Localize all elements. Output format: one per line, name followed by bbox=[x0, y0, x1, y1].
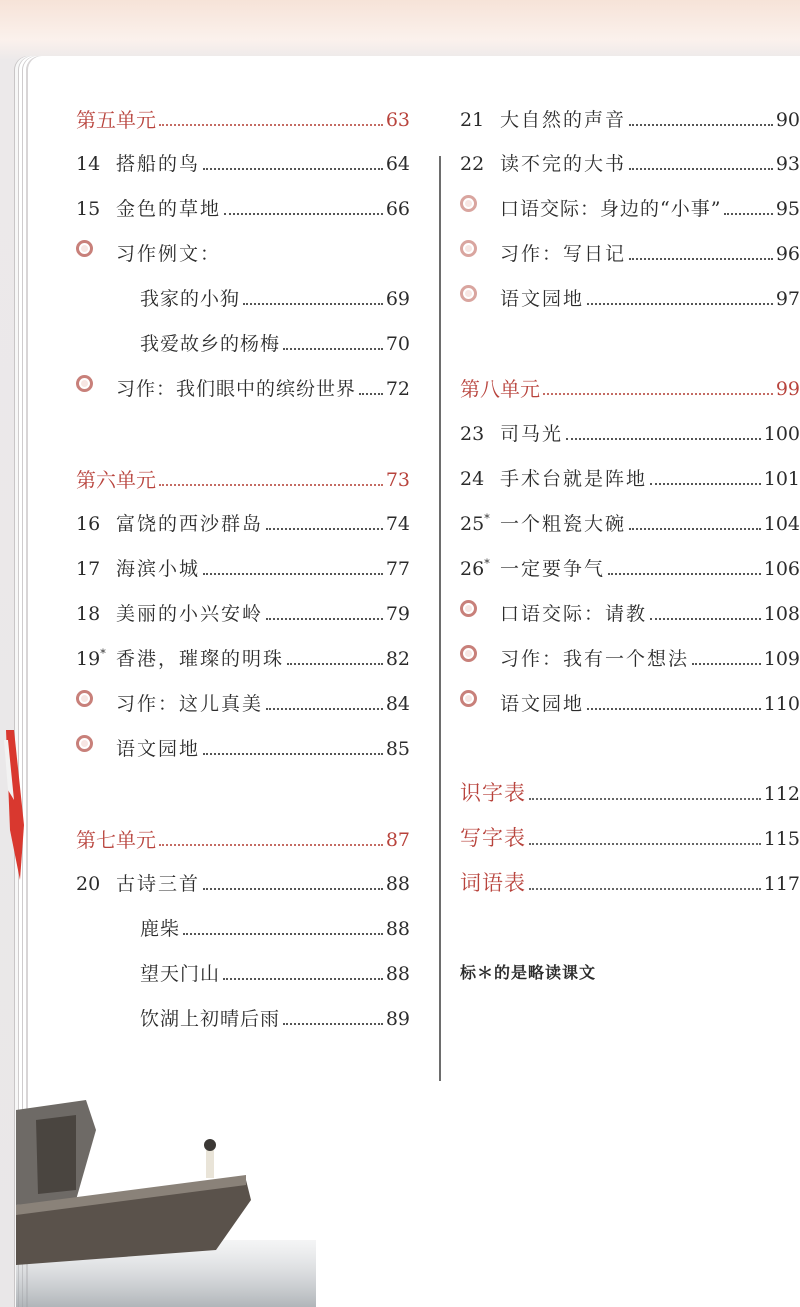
page-number: 109 bbox=[763, 648, 800, 670]
lesson-number: 26* bbox=[460, 557, 490, 580]
toc-entry[interactable] bbox=[460, 185, 800, 219]
toc-sub-entry[interactable] bbox=[76, 995, 410, 1029]
ring-bullet-icon bbox=[460, 288, 500, 309]
page-number: 106 bbox=[763, 558, 800, 580]
leader-dots bbox=[203, 573, 383, 575]
lesson-title: 海滨小城 bbox=[116, 558, 201, 580]
toc-entry[interactable] bbox=[460, 96, 800, 130]
leader-dots bbox=[183, 933, 383, 935]
ring-bullet-icon bbox=[460, 693, 500, 714]
leader-dots bbox=[587, 708, 761, 710]
leader-dots bbox=[359, 393, 383, 395]
appendix-title: 写字表 bbox=[460, 826, 526, 850]
ring-bullet-icon bbox=[460, 603, 500, 624]
page-number: 90 bbox=[775, 109, 800, 131]
unit-label: 第七单元 bbox=[76, 828, 156, 852]
lesson-title: 美丽的小兴安岭 bbox=[116, 603, 264, 625]
lesson-number: 18 bbox=[76, 603, 101, 625]
toc-entry[interactable] bbox=[460, 455, 800, 489]
lesson-number: 22 bbox=[460, 153, 485, 175]
page-number: 85 bbox=[385, 738, 410, 760]
page-number: 115 bbox=[763, 828, 800, 850]
leader-dots bbox=[266, 618, 383, 620]
page-number: 77 bbox=[385, 558, 410, 580]
leader-dots bbox=[223, 978, 383, 980]
leader-dots bbox=[692, 663, 761, 665]
toc-entry[interactable] bbox=[76, 860, 410, 894]
leader-dots bbox=[724, 213, 772, 215]
lesson-title: 习作：写日记 bbox=[500, 243, 627, 265]
leader-dots bbox=[529, 843, 761, 845]
appendix-title: 识字表 bbox=[460, 781, 526, 805]
page-number: 95 bbox=[775, 198, 800, 220]
toc-entry[interactable] bbox=[76, 635, 410, 669]
leader-dots bbox=[266, 708, 383, 710]
lesson-title: 口语交际：请教 bbox=[500, 603, 648, 625]
toc-appendix-entry[interactable] bbox=[460, 815, 800, 849]
lesson-number: 15 bbox=[76, 198, 101, 220]
ring-bullet-icon bbox=[460, 198, 500, 219]
ring-bullet-icon bbox=[460, 243, 500, 264]
leader-dots bbox=[203, 168, 383, 170]
toc-unit-8[interactable] bbox=[460, 365, 800, 399]
lesson-number: 14 bbox=[76, 153, 101, 175]
page-number: 88 bbox=[385, 873, 410, 895]
lesson-title: 习作例文： bbox=[116, 243, 222, 265]
leader-dots bbox=[608, 573, 761, 575]
leader-dots bbox=[629, 258, 773, 260]
page-number: 84 bbox=[385, 693, 410, 715]
lesson-title: 习作：这儿真美 bbox=[116, 693, 264, 715]
toc-entry[interactable] bbox=[76, 230, 410, 264]
toc-sub-entry[interactable] bbox=[76, 905, 410, 939]
page-number: 70 bbox=[385, 333, 410, 355]
lesson-title: 手术台就是阵地 bbox=[500, 468, 648, 490]
lesson-title: 口语交际：身边的“小事” bbox=[500, 198, 722, 220]
lesson-title: 我家的小狗 bbox=[140, 288, 241, 310]
page-number: 99 bbox=[775, 378, 800, 400]
toc-entry[interactable] bbox=[460, 590, 800, 624]
toc-sub-entry[interactable] bbox=[76, 950, 410, 984]
page-number: 72 bbox=[385, 378, 410, 400]
page-number: 87 bbox=[385, 829, 410, 851]
leader-dots bbox=[650, 483, 761, 485]
leader-dots bbox=[650, 618, 761, 620]
skim-reading-mark: * bbox=[100, 647, 106, 660]
lesson-title: 香港，璀璨的明珠 bbox=[116, 648, 285, 670]
boat-illustration bbox=[16, 1090, 316, 1307]
lesson-title: 一定要争气 bbox=[500, 558, 606, 580]
appendix-title: 词语表 bbox=[460, 871, 526, 895]
lesson-title: 语文园地 bbox=[116, 738, 201, 760]
leader-dots bbox=[629, 168, 773, 170]
page-number: 64 bbox=[385, 153, 410, 175]
leader-dots bbox=[543, 393, 773, 395]
toc-sub-entry[interactable] bbox=[76, 320, 410, 354]
skim-reading-mark: * bbox=[484, 557, 490, 570]
toc-entry[interactable] bbox=[460, 410, 800, 444]
page-number: 79 bbox=[385, 603, 410, 625]
leader-dots bbox=[287, 663, 383, 665]
ring-bullet-icon bbox=[76, 243, 116, 264]
leader-dots bbox=[159, 844, 383, 846]
leader-dots bbox=[529, 888, 761, 890]
lesson-title: 鹿柴 bbox=[140, 918, 181, 940]
lesson-title: 我爱故乡的杨梅 bbox=[140, 333, 281, 355]
page-number: 104 bbox=[763, 513, 800, 535]
page-number: 82 bbox=[385, 648, 410, 670]
leader-dots bbox=[629, 124, 773, 126]
lesson-number: 16 bbox=[76, 513, 101, 535]
page-number: 108 bbox=[763, 603, 800, 625]
skim-reading-mark: * bbox=[484, 512, 490, 525]
page-number: 112 bbox=[763, 783, 800, 805]
toc-unit-7[interactable] bbox=[76, 816, 410, 850]
leader-dots bbox=[159, 124, 383, 126]
lesson-title: 古诗三首 bbox=[116, 873, 201, 895]
leader-dots bbox=[224, 213, 383, 215]
leader-dots bbox=[266, 528, 383, 530]
lesson-title: 金色的草地 bbox=[116, 198, 222, 220]
lesson-title: 习作：我有一个想法 bbox=[500, 648, 690, 670]
lesson-title: 司马光 bbox=[500, 423, 564, 445]
lesson-title: 一个粗瓷大碗 bbox=[500, 513, 627, 535]
toc-entry[interactable] bbox=[460, 140, 800, 174]
leader-dots bbox=[203, 888, 383, 890]
lesson-number: 17 bbox=[76, 558, 101, 580]
page-number: 69 bbox=[385, 288, 410, 310]
page-number: 110 bbox=[763, 693, 800, 715]
lesson-number: 19* bbox=[76, 647, 106, 670]
page-number: 117 bbox=[763, 873, 800, 895]
lesson-title: 习作：我们眼中的缤纷世界 bbox=[116, 378, 357, 400]
toc-entry[interactable] bbox=[76, 140, 410, 174]
lesson-number: 21 bbox=[460, 109, 485, 131]
lesson-title: 读不完的大书 bbox=[500, 153, 627, 175]
leader-dots bbox=[587, 303, 773, 305]
ring-bullet-icon bbox=[76, 378, 116, 399]
page-number: 74 bbox=[385, 513, 410, 535]
bookmark-ribbon-icon bbox=[0, 730, 26, 890]
page-number: 88 bbox=[385, 963, 410, 985]
toc-entry[interactable] bbox=[460, 500, 800, 534]
leader-dots bbox=[529, 798, 761, 800]
ring-bullet-icon bbox=[460, 648, 500, 669]
lesson-title: 大自然的声音 bbox=[500, 109, 627, 131]
page-number: 88 bbox=[385, 918, 410, 940]
page-number: 101 bbox=[763, 468, 800, 490]
footnote: 标＊的是略读课文 bbox=[460, 963, 597, 982]
toc-entry[interactable] bbox=[76, 590, 410, 624]
toc-entry[interactable] bbox=[76, 365, 410, 399]
lesson-title: 望天门山 bbox=[140, 963, 221, 985]
leader-dots bbox=[283, 348, 383, 350]
page-number: 73 bbox=[385, 469, 410, 491]
leader-dots bbox=[566, 438, 761, 440]
lesson-number: 24 bbox=[460, 468, 485, 490]
leader-dots bbox=[243, 303, 383, 305]
lesson-title: 语文园地 bbox=[500, 288, 585, 310]
toc-entry[interactable] bbox=[460, 635, 800, 669]
lesson-number: 25* bbox=[460, 512, 490, 535]
toc-entry[interactable] bbox=[76, 500, 410, 534]
lesson-title: 搭船的鸟 bbox=[116, 153, 201, 175]
toc-entry[interactable] bbox=[460, 275, 800, 309]
leader-dots bbox=[159, 484, 383, 486]
column-divider bbox=[439, 156, 441, 1081]
toc-entry[interactable] bbox=[76, 185, 410, 219]
leader-dots bbox=[203, 753, 383, 755]
unit-label: 第五单元 bbox=[76, 108, 156, 132]
lesson-number: 23 bbox=[460, 423, 485, 445]
page-number: 89 bbox=[385, 1008, 410, 1030]
toc-sub-entry[interactable] bbox=[76, 275, 410, 309]
toc-appendix-entry[interactable] bbox=[460, 770, 800, 804]
page-number: 97 bbox=[775, 288, 800, 310]
lesson-number: 20 bbox=[76, 873, 101, 895]
lesson-title: 富饶的西沙群岛 bbox=[116, 513, 264, 535]
lesson-title: 饮湖上初晴后雨 bbox=[140, 1008, 281, 1030]
toc-entry[interactable] bbox=[460, 230, 800, 264]
toc-appendix-entry[interactable] bbox=[460, 860, 800, 894]
toc-unit-5[interactable] bbox=[76, 96, 410, 130]
lesson-title: 语文园地 bbox=[500, 693, 585, 715]
ring-bullet-icon bbox=[76, 738, 116, 759]
toc-entry[interactable] bbox=[76, 545, 410, 579]
toc-entry[interactable] bbox=[460, 680, 800, 714]
page-number: 66 bbox=[385, 198, 410, 220]
toc-entry[interactable] bbox=[76, 725, 410, 759]
toc-entry[interactable] bbox=[76, 680, 410, 714]
toc-entry[interactable] bbox=[460, 545, 800, 579]
unit-label: 第八单元 bbox=[460, 377, 540, 401]
ring-bullet-icon bbox=[76, 693, 116, 714]
page-number: 96 bbox=[775, 243, 800, 265]
leader-dots bbox=[629, 528, 761, 530]
page-number: 93 bbox=[775, 153, 800, 175]
page-number: 100 bbox=[763, 423, 800, 445]
unit-label: 第六单元 bbox=[76, 468, 156, 492]
leader-dots bbox=[283, 1023, 383, 1025]
page-number: 63 bbox=[385, 109, 410, 131]
toc-unit-6[interactable] bbox=[76, 456, 410, 490]
